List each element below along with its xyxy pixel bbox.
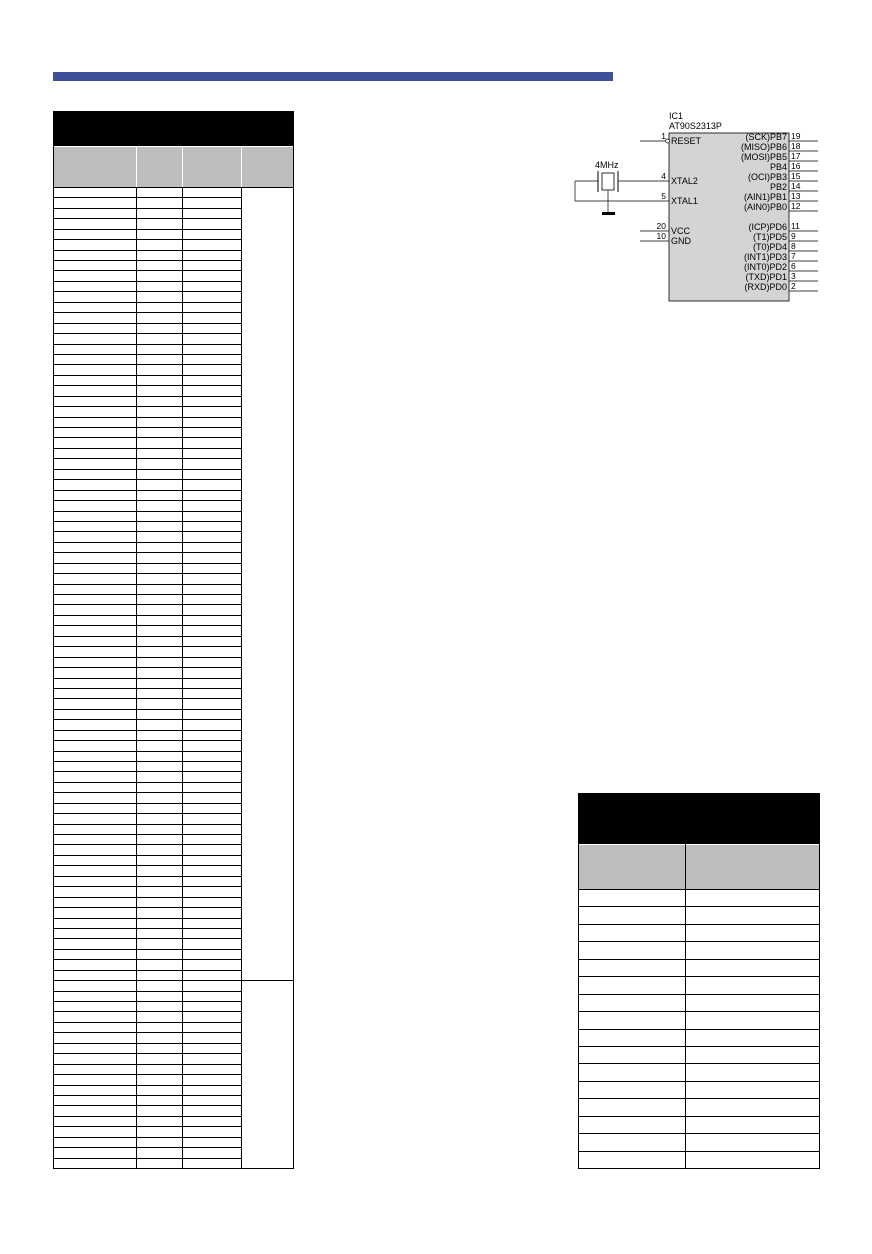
right-pin-number: 13: [791, 191, 801, 201]
table-row: [54, 991, 241, 992]
table-row: [579, 924, 819, 925]
table-row: [54, 761, 241, 762]
table-row: [54, 678, 241, 679]
header-accent-bar: [53, 72, 613, 81]
table-row: [54, 709, 241, 710]
right-pin-number: 2: [791, 281, 796, 291]
header-column-separator: [241, 146, 242, 187]
table-row: [54, 187, 293, 188]
table-row: [54, 918, 241, 919]
table-row: [54, 250, 241, 251]
right-pin-name: (OCI)PB3: [747, 172, 787, 182]
ic-part-label: AT90S2313P: [669, 121, 722, 131]
table-row: [54, 563, 241, 564]
right-pin-name: (T1)PD5: [752, 232, 787, 242]
table-row: [54, 531, 241, 532]
table-row: [54, 949, 241, 950]
left-table-column-header: [54, 146, 293, 187]
table-row: [54, 584, 241, 585]
circuit-schematic: [560, 105, 830, 310]
table-row: [54, 1001, 241, 1002]
right-data-table: [578, 793, 820, 1169]
table-row: [54, 427, 241, 428]
right-pin-name: PB2: [769, 182, 787, 192]
table-row: [54, 1011, 241, 1012]
reset-inversion-bubble: [666, 139, 670, 143]
table-row: [54, 573, 241, 574]
table-row: [54, 333, 241, 334]
table-row: [54, 1064, 241, 1065]
table-row: [579, 994, 819, 995]
right-table-title-header: [579, 794, 819, 844]
right-pin-number: 3: [791, 271, 796, 281]
table-row: [54, 782, 241, 783]
table-row: [579, 1116, 819, 1117]
table-row: [54, 813, 241, 814]
crystal-frequency-label: 4MHz: [595, 160, 619, 170]
table-row: [54, 281, 241, 282]
left-pin-name: VCC: [671, 226, 691, 236]
table-row: [54, 1168, 293, 1169]
table-row: [579, 1081, 819, 1082]
table-row: [54, 302, 241, 303]
left-table-title-header: [54, 112, 293, 146]
right-pin-name: (T0)PD4: [752, 242, 787, 252]
right-pin-number: 17: [791, 151, 801, 161]
table-row: [54, 396, 241, 397]
table-row: [54, 239, 241, 240]
right-pin-name: (ICP)PD6: [748, 222, 787, 232]
right-pin-name: (TXD)PD1: [745, 272, 787, 282]
table-row: [54, 552, 241, 553]
right-pin-name: (MISO)PB6: [740, 142, 787, 152]
table-row: [54, 751, 241, 752]
table-row: [54, 1074, 241, 1075]
right-pin-number: 9: [791, 231, 796, 241]
left-pin-name: RESET: [671, 136, 702, 146]
table-row: [579, 959, 819, 960]
left-pin-name: GND: [671, 236, 691, 246]
table-row: [579, 976, 819, 977]
table-row: [54, 865, 241, 866]
table-row: [54, 970, 241, 971]
table-row: [54, 719, 241, 720]
table-row: [579, 906, 819, 907]
table-row: [54, 897, 241, 898]
table-row: [579, 1151, 819, 1152]
table-row: [54, 1022, 241, 1023]
table-row: [54, 511, 241, 512]
left-pin-number: 4: [661, 171, 666, 181]
table-row: [54, 834, 241, 835]
left-pin-number: 10: [656, 231, 666, 241]
table-row: [54, 448, 241, 449]
table-row: [54, 323, 241, 324]
table-row: [579, 1029, 819, 1030]
table-row: [54, 229, 241, 230]
table-row: [54, 959, 241, 960]
table-row: [54, 646, 241, 647]
table-row: [54, 218, 241, 219]
table-row: [54, 260, 241, 261]
table-row: [579, 889, 819, 890]
column-divider: [685, 844, 686, 1168]
table-row: [54, 730, 241, 731]
table-row: [54, 855, 241, 856]
table-row: [54, 688, 241, 689]
right-pin-number: 8: [791, 241, 796, 251]
table-row: [54, 479, 241, 480]
table-row: [54, 1126, 241, 1127]
table-row: [54, 1032, 241, 1033]
table-row: [579, 1168, 819, 1169]
table-row: [54, 886, 241, 887]
table-row: [54, 636, 241, 637]
right-pin-number: 18: [791, 141, 801, 151]
table-row: [54, 458, 241, 459]
table-row: [54, 1085, 241, 1086]
right-pin-name: (RXD)PD0: [744, 282, 787, 292]
right-pin-number: 15: [791, 171, 801, 181]
left-pin-number: 1: [661, 131, 666, 141]
table-row: [54, 354, 241, 355]
table-row: [54, 907, 241, 908]
right-pin-name: (SCK)PB7: [745, 132, 787, 142]
table-row: [54, 594, 241, 595]
table-row: [54, 928, 241, 929]
table-row: [54, 980, 293, 981]
table-row: [54, 792, 241, 793]
table-row: [54, 824, 241, 825]
table-row: [54, 771, 241, 772]
table-row: [54, 1147, 241, 1148]
right-table-column-header: [579, 844, 819, 889]
ic-reference-label: IC1: [669, 111, 684, 121]
table-row: [54, 312, 241, 313]
table-row: [54, 437, 241, 438]
table-row: [54, 938, 241, 939]
table-row: [54, 490, 241, 491]
right-pin-number: 7: [791, 251, 796, 261]
right-pin-name: (AIN1)PB1: [743, 192, 787, 202]
table-row: [579, 941, 819, 942]
table-row: [54, 406, 241, 407]
table-row: [54, 625, 241, 626]
left-pin-number: 20: [656, 221, 666, 231]
right-pin-number: 12: [791, 201, 801, 211]
table-row: [54, 1158, 241, 1159]
table-row: [54, 876, 241, 877]
table-row: [54, 197, 241, 198]
table-row: [54, 364, 241, 365]
table-row: [54, 667, 241, 668]
right-pin-name: (INT1)PD3: [743, 252, 787, 262]
left-pin-name: XTAL1: [671, 196, 698, 206]
table-row: [54, 604, 241, 605]
table-row: [54, 698, 241, 699]
left-pin-name: XTAL2: [671, 176, 698, 186]
table-row: [54, 1116, 241, 1117]
table-row: [54, 270, 241, 271]
table-row: [579, 1063, 819, 1064]
table-row: [54, 740, 241, 741]
table-row: [54, 844, 241, 845]
table-row: [54, 208, 241, 209]
table-row: [54, 1043, 241, 1044]
table-row: [54, 657, 241, 658]
table-row: [54, 291, 241, 292]
table-row: [579, 1046, 819, 1047]
right-pin-number: 6: [791, 261, 796, 271]
table-row: [54, 1137, 241, 1138]
right-pin-name: (INT0)PD2: [743, 262, 787, 272]
table-row: [579, 1011, 819, 1012]
header-column-separator: [182, 146, 183, 187]
table-row: [54, 521, 241, 522]
table-row: [54, 1053, 241, 1054]
table-row: [54, 542, 241, 543]
table-row: [54, 417, 241, 418]
table-row: [54, 469, 241, 470]
table-row: [54, 500, 241, 501]
left-data-table: [53, 111, 294, 1169]
right-pin-name: PB4: [769, 162, 787, 172]
table-row: [54, 375, 241, 376]
table-row: [54, 803, 241, 804]
right-pin-number: 16: [791, 161, 801, 171]
right-pin-name: (MOSI)PB5: [740, 152, 787, 162]
table-row: [579, 1133, 819, 1134]
table-row: [54, 615, 241, 616]
left-pin-number: 5: [661, 191, 666, 201]
header-column-separator: [136, 146, 137, 187]
table-row: [54, 385, 241, 386]
right-pin-name: (AIN0)PB0: [743, 202, 787, 212]
table-row: [54, 1095, 241, 1096]
ground-symbol: [602, 212, 615, 215]
table-row: [54, 1105, 241, 1106]
right-pin-number: 11: [791, 221, 800, 231]
column-divider: [241, 187, 242, 1168]
table-row: [579, 1098, 819, 1099]
right-pin-number: 14: [791, 181, 801, 191]
right-pin-number: 19: [791, 131, 801, 141]
crystal-symbol: [602, 173, 614, 190]
table-row: [54, 344, 241, 345]
